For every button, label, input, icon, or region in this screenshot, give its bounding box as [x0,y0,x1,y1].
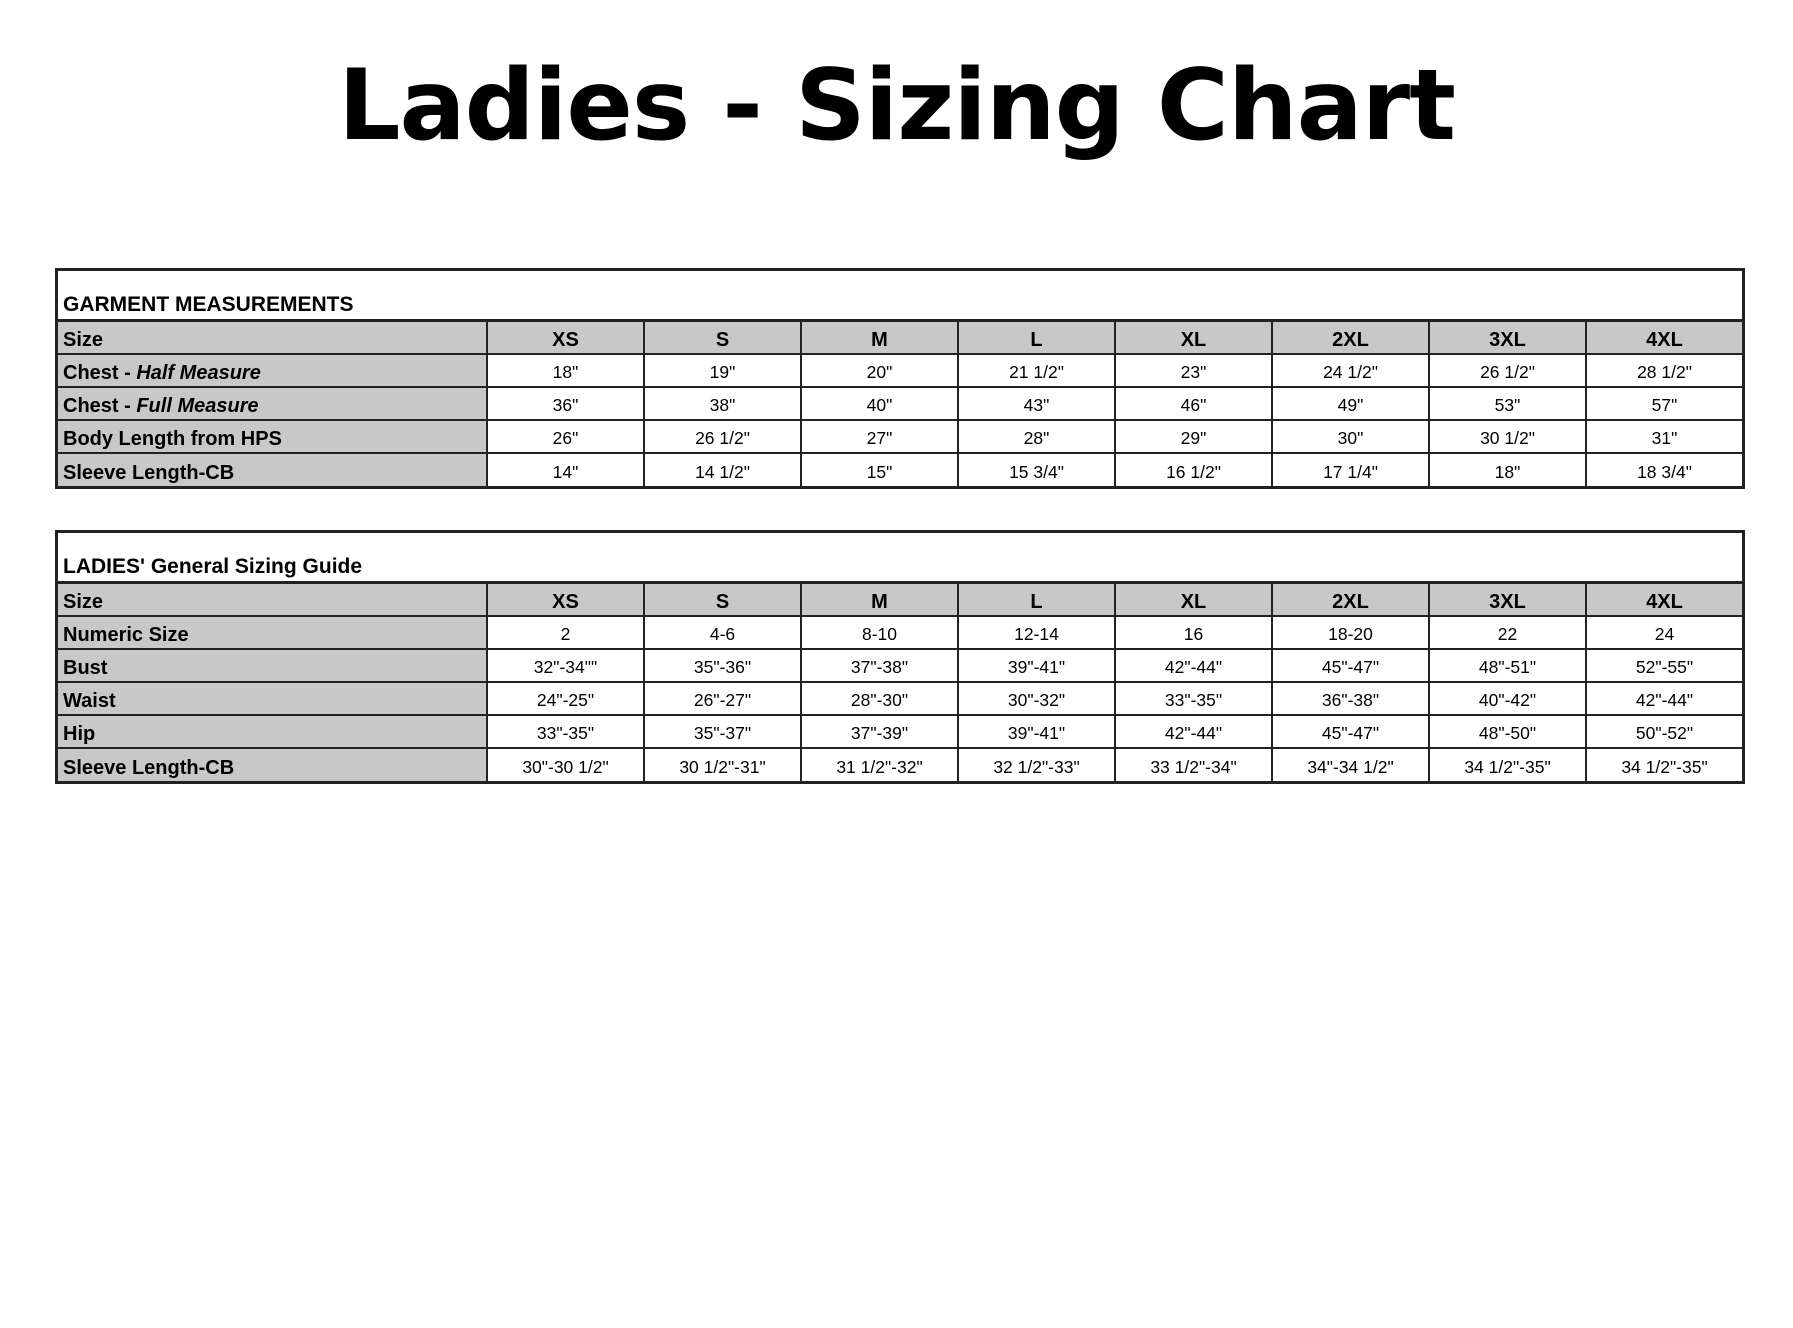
table-cell: 18 3/4" [1585,454,1742,486]
table-cell: 30 1/2" [1428,421,1585,452]
table-cell: 2 [486,617,643,648]
row-label [58,454,486,486]
size-header-cell: L [957,322,1114,353]
row-label-italic: Half Measure [136,362,261,384]
size-header-row [58,584,1742,617]
size-header-cell: XS [486,584,643,615]
table-cell: 22 [1428,617,1585,648]
table-cell: 43" [957,388,1114,419]
table-cell: 38" [643,388,800,419]
table-cell: 34"-34 1/2" [1271,749,1428,781]
size-header-cell: M [800,322,957,353]
row-label-text: Hip [63,723,96,745]
table-row [58,716,1742,749]
table-cell: 21 1/2" [957,355,1114,386]
row-label-text: Body Length from HPS [63,428,282,450]
row-label-text: Sleeve Length-CB [63,757,235,779]
table-cell: 8-10 [800,617,957,648]
table-cell: 48"-50" [1428,716,1585,747]
row-label [58,683,486,714]
table-cell: 17 1/4" [1271,454,1428,486]
table-cell: 39"-41" [957,650,1114,681]
size-header-cell: 3XL [1428,322,1585,353]
garment-measurements-table [55,268,1745,489]
table-cell: 35"-37" [643,716,800,747]
table-row [58,650,1742,683]
row-label [58,388,486,419]
table-cell: 18-20 [1271,617,1428,648]
table-cell: 30" [1271,421,1428,452]
table-cell: 32"-34"" [486,650,643,681]
table-cell: 35"-36" [643,650,800,681]
table-cell: 36" [486,388,643,419]
row-label-text: Bust [63,657,108,679]
table-cell: 33"-35" [1114,683,1271,714]
table-cell: 42"-44" [1114,716,1271,747]
row-label-text: Waist [63,690,116,712]
table-cell: 26" [486,421,643,452]
row-label-text: Sleeve Length-CB [63,462,235,484]
table-cell: 14" [486,454,643,486]
table-cell: 34 1/2"-35" [1585,749,1742,781]
table-cell: 29" [1114,421,1271,452]
table-cell: 33 1/2"-34" [1114,749,1271,781]
row-label: Size [58,584,486,615]
table-cell: 48"-51" [1428,650,1585,681]
table-cell: 50"-52" [1585,716,1742,747]
table-cell: 52"-55" [1585,650,1742,681]
table-cell: 42"-44" [1114,650,1271,681]
table-heading [58,533,1742,584]
row-label [58,421,486,452]
table-cell: 30 1/2"-31" [643,749,800,781]
table-cell: 37"-38" [800,650,957,681]
table-cell: 15 3/4" [957,454,1114,486]
size-header-cell: L [957,584,1114,615]
table-cell: 18" [1428,454,1585,486]
size-header-row [58,322,1742,355]
table-cell: 45"-47" [1271,716,1428,747]
table-cell: 40"-42" [1428,683,1585,714]
table-cell: 24 1/2" [1271,355,1428,386]
table-cell: 12-14 [957,617,1114,648]
size-header-cell: 3XL [1428,584,1585,615]
table-cell: 20" [800,355,957,386]
table-cell: 24 [1585,617,1742,648]
table-cell: 16 1/2" [1114,454,1271,486]
table-cell: 26 1/2" [1428,355,1585,386]
table-row [58,355,1742,388]
table-cell: 26 1/2" [643,421,800,452]
page-title: Ladies - Sizing Chart [338,49,1455,163]
table-cell: 36"-38" [1271,683,1428,714]
table-heading [58,271,1742,322]
size-header-cell: XS [486,322,643,353]
table-row [58,683,1742,716]
size-header-cell: S [643,584,800,615]
table-cell: 18" [486,355,643,386]
row-label [58,749,486,781]
table-cell: 30"-30 1/2" [486,749,643,781]
table-cell: 23" [1114,355,1271,386]
table-cell: 27" [800,421,957,452]
table-body [58,584,1742,781]
size-header-cell: M [800,584,957,615]
row-label-text: Chest - [63,362,137,384]
size-header-cell: XL [1114,584,1271,615]
table-cell: 28 1/2" [1585,355,1742,386]
table-row [58,749,1742,781]
table-cell: 39"-41" [957,716,1114,747]
table-cell: 16 [1114,617,1271,648]
table-cell: 34 1/2"-35" [1428,749,1585,781]
table-cell: 26"-27" [643,683,800,714]
table-heading-text: LADIES' General Sizing Guide [63,555,363,578]
size-header-cell: XL [1114,322,1271,353]
table-cell: 57" [1585,388,1742,419]
table-cell: 37"-39" [800,716,957,747]
table-cell: 4-6 [643,617,800,648]
table-cell: 14 1/2" [643,454,800,486]
row-label [58,355,486,386]
table-heading-text: GARMENT MEASUREMENTS [63,293,354,316]
row-label-italic: Full Measure [136,395,259,417]
row-label [58,617,486,648]
table-cell: 46" [1114,388,1271,419]
row-label [58,716,486,747]
general-sizing-guide-table [55,530,1745,784]
table-cell: 42"-44" [1585,683,1742,714]
row-label: Size [58,322,486,353]
table-row [58,388,1742,421]
table-cell: 28" [957,421,1114,452]
table-cell: 32 1/2"-33" [957,749,1114,781]
size-header-cell: 2XL [1271,322,1428,353]
row-label-text: Chest - [63,395,137,417]
table-cell: 15" [800,454,957,486]
table-cell: 49" [1271,388,1428,419]
table-row [58,421,1742,454]
size-header-cell: S [643,322,800,353]
size-header-cell: 2XL [1271,584,1428,615]
table-cell: 45"-47" [1271,650,1428,681]
table-row [58,617,1742,650]
table-row [58,454,1742,486]
table-cell: 33"-35" [486,716,643,747]
table-body [58,322,1742,486]
table-cell: 31 1/2"-32" [800,749,957,781]
size-header-cell: 4XL [1585,584,1742,615]
table-cell: 28"-30" [800,683,957,714]
table-cell: 30"-32" [957,683,1114,714]
row-label-text: Numeric Size [63,624,189,646]
table-cell: 24"-25" [486,683,643,714]
table-cell: 40" [800,388,957,419]
table-cell: 31" [1585,421,1742,452]
table-cell: 19" [643,355,800,386]
row-label [58,650,486,681]
table-cell: 53" [1428,388,1585,419]
size-header-cell: 4XL [1585,322,1742,353]
